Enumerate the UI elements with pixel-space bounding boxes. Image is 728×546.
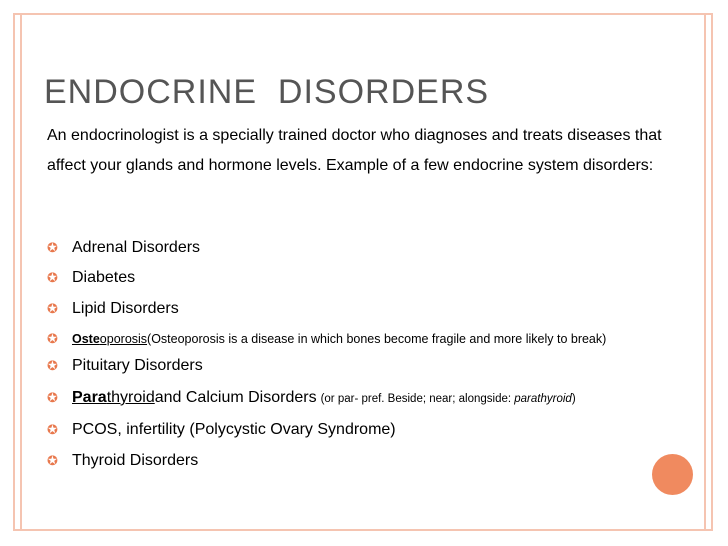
note-close: ) xyxy=(571,393,576,405)
decorative-circle-icon xyxy=(652,454,693,495)
intro-paragraph: An endocrinologist is a specially trained doctor who diagnoses and treats diseases that affect your glands and hormone levels. Example of a few endocrine system disorders: xyxy=(47,127,662,174)
parathyroid-prefix: Para xyxy=(72,389,107,406)
bullet-marker-icon: ✪ xyxy=(47,240,58,255)
list-item xyxy=(47,300,179,318)
list-item-text: Diabetes xyxy=(72,269,136,286)
list-item xyxy=(47,357,203,375)
slide-title: ENDOCRINE DISORDERS xyxy=(44,73,490,111)
frame-inner-line-right xyxy=(704,13,706,531)
list-item-text: Lipid Disorders xyxy=(72,300,179,317)
list-item xyxy=(47,421,396,439)
list-item-text: Thyroid Disorders xyxy=(72,452,199,469)
bullet-marker-icon: ✪ xyxy=(47,422,58,437)
bullet-marker-icon: ✪ xyxy=(47,331,58,346)
list-item xyxy=(47,389,576,407)
list-item xyxy=(47,452,198,470)
note-italic: parathyroid xyxy=(514,393,572,405)
parathyroid-term xyxy=(72,389,155,407)
list-item-text: Adrenal Disorders xyxy=(72,239,201,256)
bullet-marker-icon: ✪ xyxy=(47,453,58,468)
osteoporosis-rest: oporosis xyxy=(99,332,148,346)
osteoporosis-term xyxy=(72,332,147,346)
parathyroid-rest: thyroid xyxy=(106,389,155,406)
parathyroid-main: and Calcium Disorders xyxy=(154,389,317,406)
bullet-marker-icon: ✪ xyxy=(47,270,58,285)
list-item xyxy=(47,239,200,257)
list-item-text: PCOS, infertility (Polycystic Ovary Syndrome) xyxy=(72,421,396,438)
osteoporosis-prefix: Oste xyxy=(72,332,100,346)
frame-inner-line-left xyxy=(20,13,22,531)
bullet-marker-icon: ✪ xyxy=(47,301,58,316)
list-item xyxy=(47,269,135,287)
bullet-marker-icon: ✪ xyxy=(47,358,58,373)
bullet-marker-icon: ✪ xyxy=(47,390,58,405)
osteoporosis-note: (Osteoporosis is a disease in which bones become fragile and more likely to break) xyxy=(147,332,607,346)
parathyroid-note xyxy=(321,393,576,405)
list-item-text: Pituitary Disorders xyxy=(72,357,203,374)
note-text: (or par- pref. Beside; near; alongside: xyxy=(320,393,515,405)
list-item xyxy=(47,331,606,347)
